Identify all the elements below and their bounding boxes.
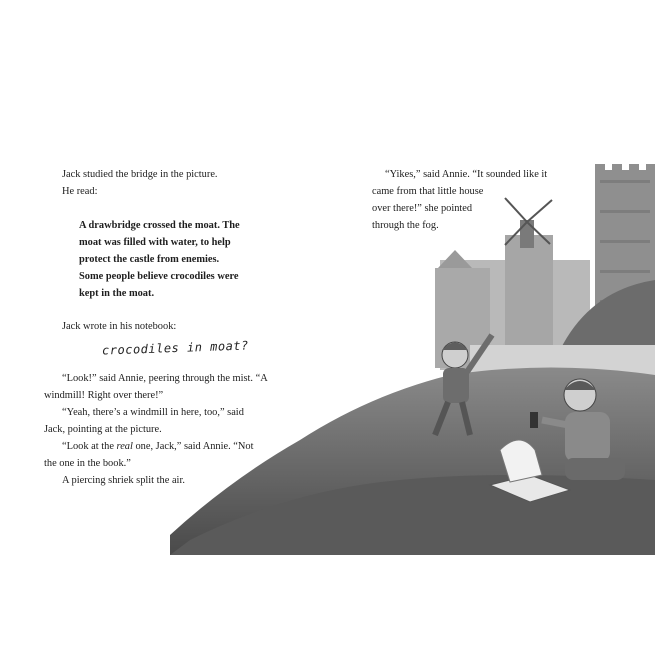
paragraph-line: Jack wrote in his notebook: — [62, 321, 177, 332]
dialogue-line: windmill! Right over there!” — [44, 390, 164, 401]
dialogue-line: Jack, pointing at the picture. — [44, 424, 162, 435]
dialogue-line: “Yeah, there’s a windmill in here, too,” said — [62, 407, 244, 418]
dialogue-line: the one in the book.” — [44, 458, 131, 469]
excerpt-line: protect the castle from enemies. — [79, 254, 220, 265]
paragraph-line: Jack studied the bridge in the picture. — [62, 169, 218, 180]
paragraph-line: He read: — [62, 186, 98, 197]
right-paragraph-line: “Yikes,” said Annie. “It sounded like it — [385, 169, 548, 180]
dialogue-line: “Look!” said Annie, peering through the mist. “A — [62, 373, 268, 384]
right-paragraph-line: through the fog. — [372, 220, 439, 231]
excerpt-line: kept in the moat. — [79, 288, 155, 299]
right-paragraph-line: came from that little house — [372, 186, 484, 197]
right-paragraph-line: over there!” she pointed — [372, 203, 473, 214]
excerpt-line: A drawbridge crossed the moat. The — [79, 220, 240, 231]
dialogue-line: “Look at the real one, Jack,” said Annie. “Not — [62, 441, 254, 452]
handwritten-note: crocodiles in moat? — [101, 338, 249, 358]
dialogue-line: A piercing shriek split the air. — [62, 475, 185, 486]
excerpt-line: Some people believe crocodiles were — [79, 271, 239, 282]
excerpt-line: moat was filled with water, to help — [79, 237, 231, 248]
